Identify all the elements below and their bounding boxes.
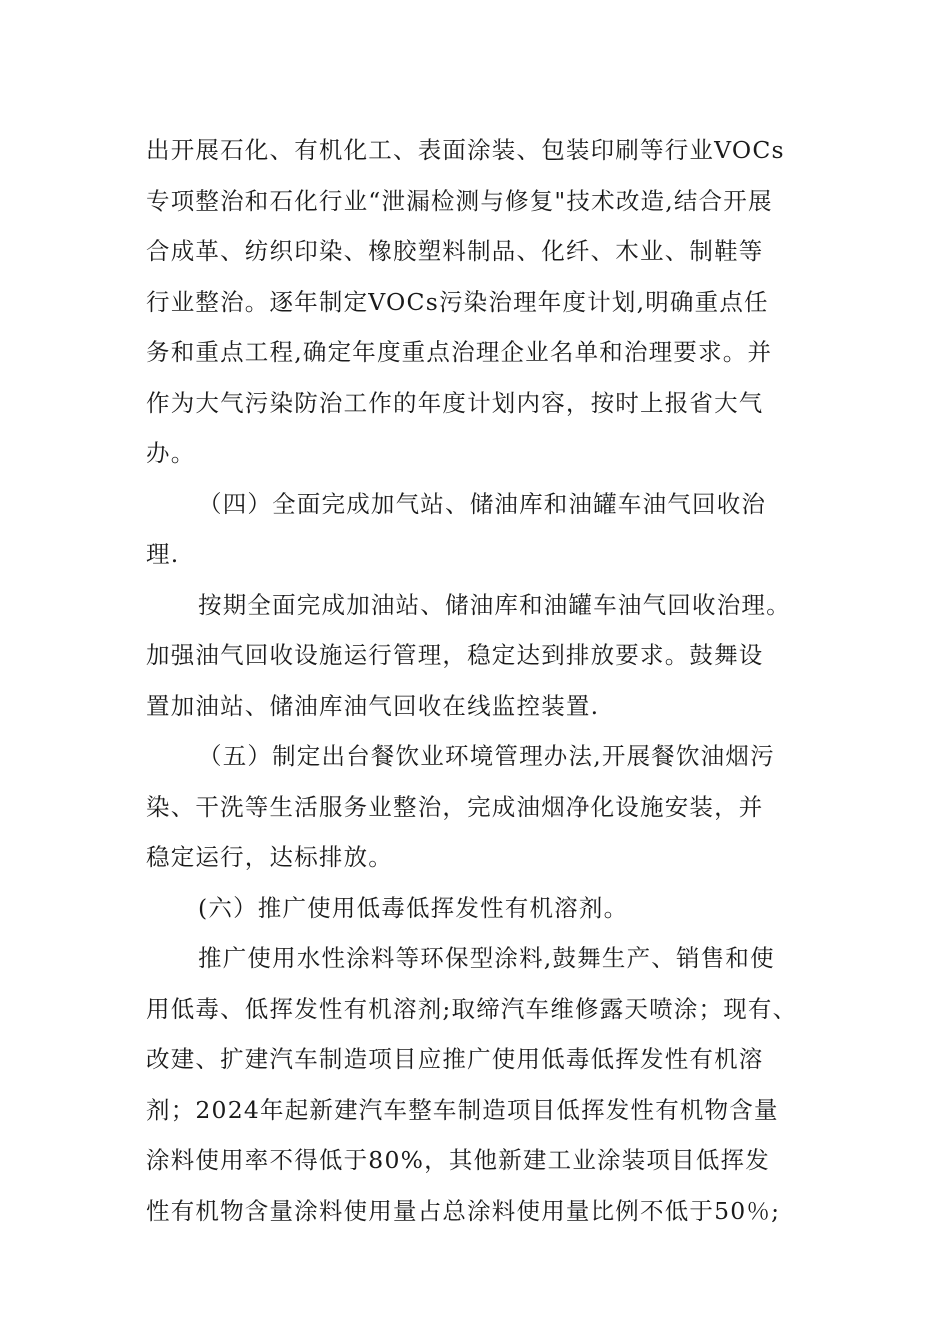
section-heading-4: （四）全面完成加气站、储油库和油罐车油气回收治 — [198, 489, 767, 518]
text-line: 合成革、纺织印染、橡胶塑料制品、化纤、木业、制鞋等 — [146, 237, 764, 265]
text-line: 作为大气污染防治工作的年度计划内容，按时上报省大气 — [146, 388, 764, 417]
text-line: 稳定运行，达标排放。 — [146, 843, 393, 871]
text-line: 专项整治和石化行业“泄漏检测与修复"技术改造,结合开展 — [146, 186, 773, 215]
text-line: 用低毒、低挥发性有机溶剂;取缔汽车维修露天喷涂；现有、 — [146, 994, 798, 1023]
section-heading-4-cont: 理. — [146, 540, 180, 568]
text-line: 出开展石化、有机化工、表面涂装、包装印刷等行业VOCs — [146, 136, 785, 164]
text-line: 办。 — [146, 439, 196, 467]
section-heading-5: （五）制定出台餐饮业环境管理办法,开展餐饮油烟污 — [198, 742, 775, 770]
paragraph-start: 推广使用水性涂料等环保型涂料,鼓舞生产、销售和使 — [198, 944, 775, 972]
text-line: 剂；2024年起新建汽车整车制造项目低挥发性有机物含量 — [146, 1095, 779, 1124]
paragraph-start: 按期全面完成加油站、储油库和油罐车油气回收治理。 — [198, 590, 791, 619]
text-line: 涂料使用率不得低于80%，其他新建工业涂装项目低挥发 — [146, 1146, 770, 1174]
document-body — [146, 130, 816, 1241]
text-line: 加强油气回收设施运行管理，稳定达到排放要求。鼓舞设 — [146, 641, 764, 669]
section-heading-6: (六）推广使用低毒低挥发性有机溶剂。 — [198, 893, 629, 922]
text-line: 置加油站、储油库油气回收在线监控装置. — [146, 691, 600, 720]
text-line: 染、干洗等生活服务业整治，完成油烟净化设施安装，并 — [146, 792, 764, 821]
text-line: 改建、扩建汽车制造项目应推广使用低毒低挥发性有机溶 — [146, 1045, 764, 1073]
text-line: 行业整治。逐年制定VOCs污染治理年度计划,明确重点任 — [146, 287, 769, 316]
text-line: 性有机物含量涂料使用量占总涂料使用量比例不低于50％; — [146, 1196, 781, 1225]
text-line: 务和重点工程,确定年度重点治理企业名单和治理要求。并 — [146, 338, 773, 366]
